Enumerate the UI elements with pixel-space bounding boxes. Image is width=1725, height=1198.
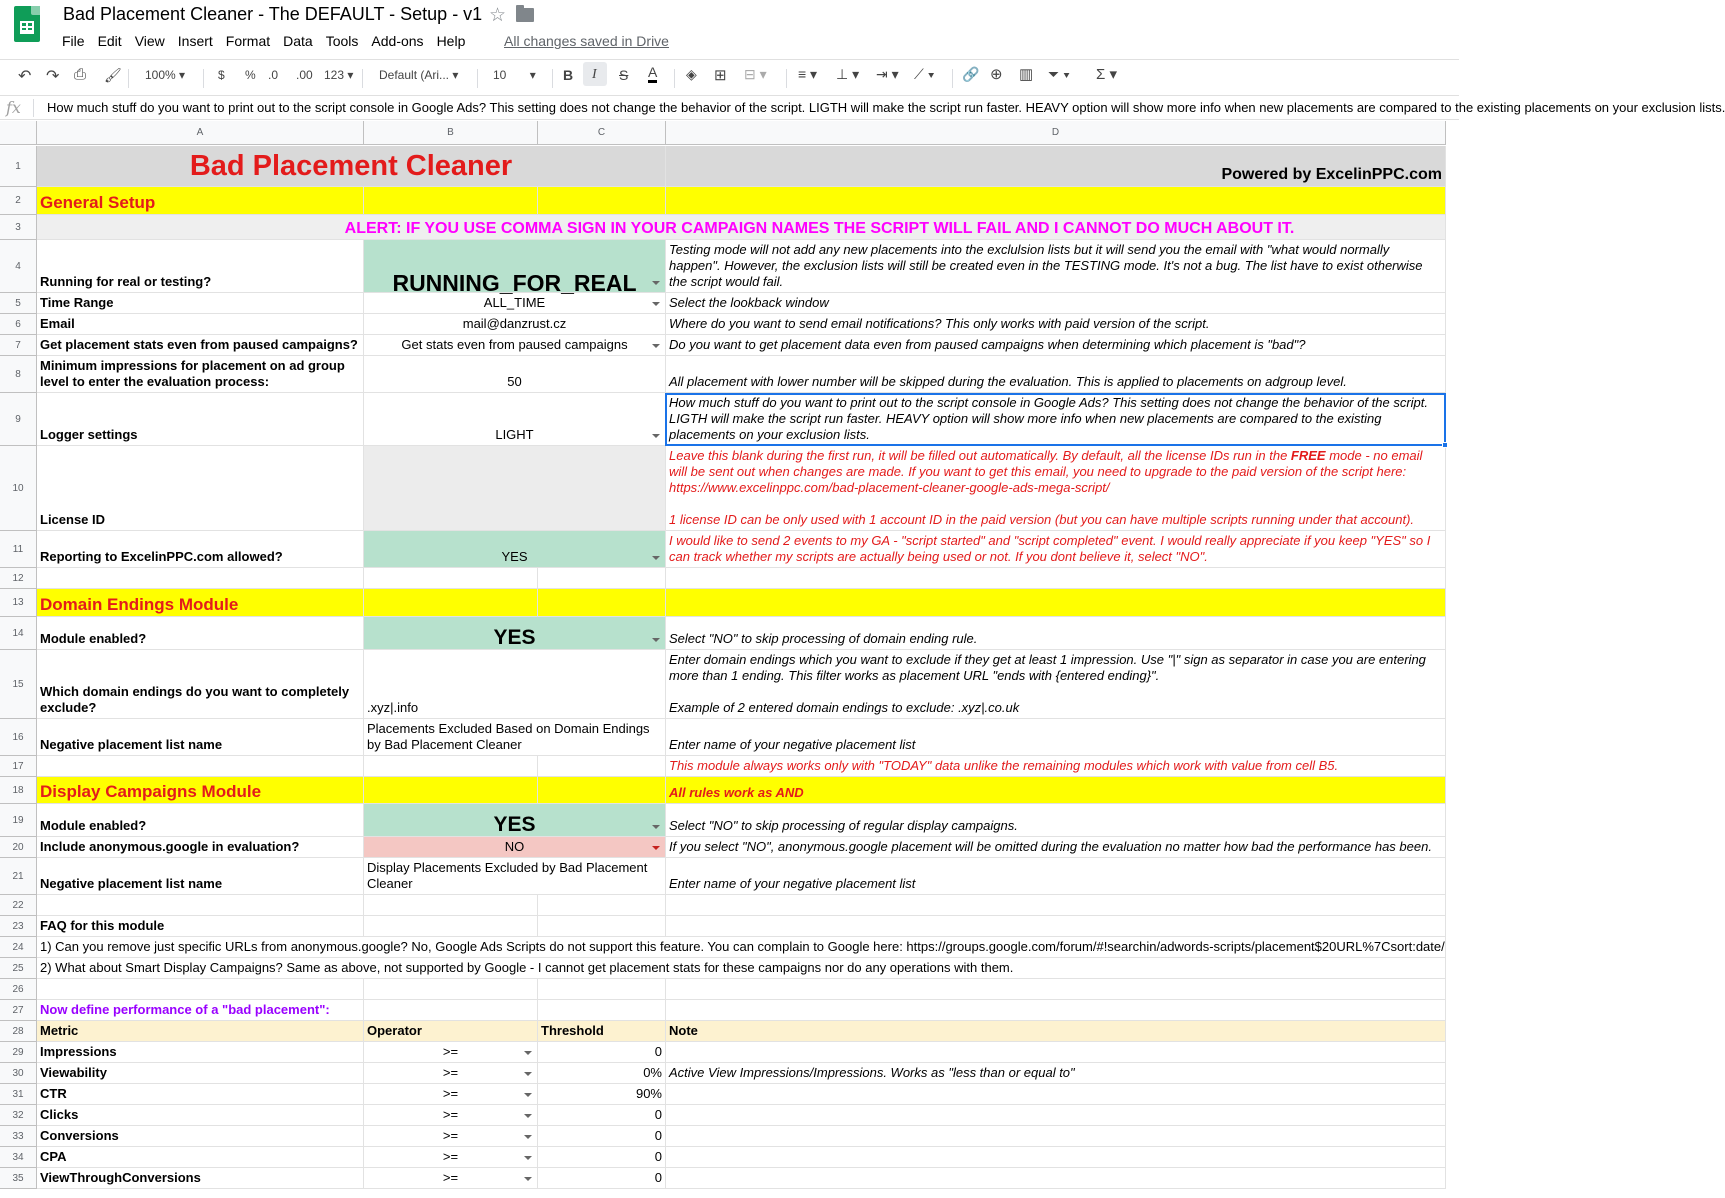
menu-file[interactable]: File xyxy=(62,33,85,49)
row-header[interactable]: 30 xyxy=(0,1063,37,1084)
row-header[interactable]: 17 xyxy=(0,756,37,777)
italic-button[interactable]: I xyxy=(592,67,597,82)
column-header-d[interactable]: D xyxy=(666,121,1446,145)
row-header[interactable]: 19 xyxy=(0,804,37,837)
redo-icon[interactable]: ↷ xyxy=(46,68,60,85)
font-size-select[interactable]: 10 ▾ xyxy=(493,68,536,82)
star-icon[interactable]: ☆ xyxy=(489,5,507,26)
metric-threshold[interactable]: 0 xyxy=(538,1147,666,1168)
metric-note[interactable] xyxy=(666,1084,1446,1105)
more-formats-select[interactable]: 123 ▾ xyxy=(324,68,354,82)
note-today-data[interactable]: This module always works only with "TODAY" data unlike the remaining modules which work with value from cell B5. xyxy=(666,756,1446,777)
menu-edit[interactable]: Edit xyxy=(97,33,122,49)
column-header-c[interactable]: C xyxy=(538,121,666,145)
filter-icon[interactable]: ⏷ ▾ xyxy=(1048,66,1070,82)
row-7 xyxy=(37,335,1446,356)
domain-endings-value[interactable]: .xyz|.info xyxy=(364,650,666,719)
cell-d27[interactable] xyxy=(666,1000,1446,1021)
label-display-module-enabled[interactable]: Module enabled? xyxy=(37,804,364,837)
zoom-select[interactable]: 100% ▾ xyxy=(145,68,186,82)
note-anonymous-google[interactable]: If you select "NO", anonymous.google placement will be omitted during the evaluation no matter how bad the performance has been. xyxy=(666,837,1446,858)
cell-c13[interactable] xyxy=(538,589,666,617)
label-min-impressions[interactable]: Minimum impressions for placement on ad group level to enter the evaluation process: xyxy=(37,356,364,393)
horizontal-align-icon[interactable]: ≡ ▾ xyxy=(798,66,818,82)
label-domain-neg-list[interactable]: Negative placement list name xyxy=(37,719,364,756)
cell-b18[interactable] xyxy=(364,777,538,804)
row-9 xyxy=(37,393,1446,446)
label-time-range[interactable]: Time Range xyxy=(37,293,364,314)
row-header[interactable]: 3 xyxy=(0,215,37,240)
time-range-dropdown[interactable]: ALL_TIME xyxy=(364,293,666,314)
row-header[interactable]: 15 xyxy=(0,650,37,719)
metric-row xyxy=(37,1042,1446,1063)
row-header[interactable]: 8 xyxy=(0,356,37,393)
row-header[interactable]: 16 xyxy=(0,719,37,756)
main-title-cell[interactable]: Bad Placement Cleaner xyxy=(37,146,666,187)
row-header[interactable]: 31 xyxy=(0,1084,37,1105)
row-11 xyxy=(37,531,1446,568)
metric-threshold[interactable]: 0 xyxy=(538,1105,666,1126)
powered-by-cell[interactable]: Powered by ExcelinPPC.com xyxy=(666,146,1446,187)
metric-row xyxy=(37,1126,1446,1147)
cell-c2[interactable] xyxy=(538,187,666,215)
metric-name[interactable]: Impressions xyxy=(37,1042,364,1063)
cell-b26[interactable] xyxy=(364,979,538,1000)
row-header[interactable]: 26 xyxy=(0,979,37,1000)
row-header[interactable]: 18 xyxy=(0,777,37,804)
spreadsheet-grid[interactable] xyxy=(0,121,1459,1198)
app-header xyxy=(0,0,1459,58)
cell-d2[interactable] xyxy=(666,187,1446,215)
license-id-input[interactable] xyxy=(364,446,666,531)
license-note-main: Leave this blank during the first run, it will be filled out automatically. By default, all the license IDs run in the FREE mode - no email will be sent out when changes are made. If you want to get this email, you need to upgrade to the paid version of the script here: https://www.excelinppc.com/bad-placement-cleaner-google-ads-mega-script/ xyxy=(669,448,1423,495)
row-header[interactable]: 32 xyxy=(0,1105,37,1126)
row-header[interactable]: 6 xyxy=(0,314,37,335)
header-operator[interactable]: Operator xyxy=(364,1021,538,1042)
metric-operator-dropdown[interactable]: >= xyxy=(364,1042,538,1063)
row-24 xyxy=(37,937,1446,958)
row-23 xyxy=(37,916,1446,937)
note-reporting[interactable]: I would like to send 2 events to my GA - "script started" and "script completed" event. I would really appreciate if you keep "YES" so I can track whether my scripts are actually being used or not. If you dont believe it, select "NO". xyxy=(666,531,1446,568)
fx-icon: fx xyxy=(6,98,21,117)
row-25 xyxy=(37,958,1446,979)
metric-note[interactable]: Active View Impressions/Impressions. Works as "less than or equal to" xyxy=(666,1063,1446,1084)
row-header[interactable]: 5 xyxy=(0,293,37,314)
metric-threshold[interactable]: 0 xyxy=(538,1168,666,1189)
row-3 xyxy=(37,215,1446,240)
row-13 xyxy=(37,589,1446,617)
row-5 xyxy=(37,293,1446,314)
formula-bar xyxy=(0,96,1725,120)
fill-color-icon[interactable]: ◈ xyxy=(686,66,697,82)
row-4 xyxy=(37,240,1446,296)
metric-name[interactable]: CTR xyxy=(37,1084,364,1105)
paint-format-icon[interactable]: 🖌 xyxy=(104,67,122,83)
row-21 xyxy=(37,858,1446,895)
row-2 xyxy=(37,187,1446,215)
metric-operator-dropdown[interactable]: >= xyxy=(364,1168,538,1189)
row-header[interactable]: 2 xyxy=(0,187,37,215)
strikethrough-button[interactable]: S xyxy=(619,67,629,83)
display-module-dropdown[interactable]: YES xyxy=(364,804,666,837)
row-6 xyxy=(37,314,1446,335)
row-12 xyxy=(37,568,1446,589)
section-domain-endings[interactable]: Domain Endings Module xyxy=(37,589,364,617)
note-license-id[interactable] xyxy=(666,446,1446,531)
text-wrap-icon[interactable]: ⇥ ▾ xyxy=(876,66,899,82)
metric-operator-dropdown[interactable]: >= xyxy=(364,1126,538,1147)
metric-threshold[interactable]: 0 xyxy=(538,1126,666,1147)
cell-a22[interactable] xyxy=(37,895,364,916)
logger-settings-dropdown[interactable]: LIGHT xyxy=(364,393,666,446)
metric-note[interactable] xyxy=(666,1168,1446,1189)
column-header-a[interactable]: A xyxy=(37,121,364,145)
note-display-neg-list[interactable]: Enter name of your negative placement list xyxy=(666,858,1446,895)
row-17 xyxy=(37,756,1446,777)
text-rotation-icon[interactable]: ⟋ ▾ xyxy=(914,66,935,82)
label-reporting[interactable]: Reporting to ExcelinPPC.com allowed? xyxy=(37,531,364,568)
cell-d23[interactable] xyxy=(666,916,1446,937)
row-header[interactable]: 20 xyxy=(0,837,37,858)
row-header[interactable]: 13 xyxy=(0,589,37,617)
faq-heading[interactable]: FAQ for this module xyxy=(37,916,364,937)
row-15 xyxy=(37,650,1446,719)
print-icon[interactable]: ⎙ xyxy=(74,66,87,83)
note-min-impressions[interactable]: All placement with lower number will be skipped during the evaluation. This is applied to placements on adgroup level. xyxy=(666,356,1446,393)
paused-campaigns-dropdown[interactable]: Get stats even from paused campaigns xyxy=(364,335,666,356)
metric-note[interactable] xyxy=(666,1126,1446,1147)
menu-bar xyxy=(62,33,478,49)
metric-note[interactable] xyxy=(666,1105,1446,1126)
metric-operator-dropdown[interactable]: >= xyxy=(364,1063,538,1084)
note-domain-module[interactable]: Select "NO" to skip processing of domain ending rule. xyxy=(666,617,1446,650)
label-running-mode[interactable]: Running for real or testing? xyxy=(37,240,364,293)
faq-item-2[interactable]: 2) What about Smart Display Campaigns? Same as above, not supported by Google - I cannot get placement stats for these campaigns nor do any operations with them. xyxy=(37,958,1446,979)
display-neg-list-value[interactable]: Display Placements Excluded by Bad Placement Cleaner xyxy=(364,858,666,895)
note-domain-neg-list[interactable]: Enter name of your negative placement list xyxy=(666,719,1446,756)
row-header[interactable]: 35 xyxy=(0,1168,37,1189)
metric-threshold[interactable]: 0% xyxy=(538,1063,666,1084)
metric-note[interactable] xyxy=(666,1042,1446,1063)
selection-fill-handle[interactable] xyxy=(1442,442,1448,448)
row-header[interactable]: 11 xyxy=(0,531,37,568)
menu-tools[interactable]: Tools xyxy=(325,33,359,49)
sheets-logo-icon[interactable] xyxy=(14,6,40,42)
row-14 xyxy=(37,617,1446,650)
decrease-decimal-button[interactable]: .0 xyxy=(268,68,279,82)
reporting-dropdown[interactable]: YES xyxy=(364,531,666,568)
cell-b13[interactable] xyxy=(364,589,538,617)
note-rules-and[interactable]: All rules work as AND xyxy=(666,777,1446,804)
label-domain-endings[interactable]: Which domain endings do you want to completely exclude? xyxy=(37,650,364,719)
cell-b23[interactable] xyxy=(364,916,538,937)
note-domain-endings[interactable] xyxy=(666,650,1446,719)
cell-a17[interactable] xyxy=(37,756,364,777)
row-8 xyxy=(37,356,1446,393)
section-general-setup[interactable]: General Setup xyxy=(37,187,364,215)
cell-c12[interactable] xyxy=(538,568,666,589)
row-header[interactable]: 28 xyxy=(0,1021,37,1042)
menu-insert[interactable]: Insert xyxy=(177,33,213,49)
email-value[interactable]: mail@danzrust.cz xyxy=(364,314,666,335)
row-header[interactable]: 9 xyxy=(0,393,37,446)
vertical-align-icon[interactable]: ⊥ ▾ xyxy=(836,66,860,82)
insert-chart-icon[interactable]: ▥ xyxy=(1019,66,1034,83)
text-color-button[interactable]: A xyxy=(648,65,657,83)
anonymous-google-dropdown[interactable]: NO xyxy=(364,837,666,858)
metric-name[interactable]: CPA xyxy=(37,1147,364,1168)
toolbar xyxy=(0,59,1459,96)
metric-row xyxy=(37,1147,1446,1168)
undo-icon[interactable]: ↶ xyxy=(18,68,32,85)
row-16 xyxy=(37,719,1446,756)
cell-b2[interactable] xyxy=(364,187,538,215)
row-header[interactable]: 27 xyxy=(0,1000,37,1021)
cell-b17[interactable] xyxy=(364,756,538,777)
row-1 xyxy=(37,146,1446,187)
bold-button[interactable]: B xyxy=(563,67,574,83)
row-header[interactable]: 25 xyxy=(0,958,37,979)
row-18 xyxy=(37,777,1446,804)
label-domain-module-enabled[interactable]: Module enabled? xyxy=(37,617,364,650)
formula-input[interactable]: How much stuff do you want to print out to the script console in Google Ads? This setting does not change the behavior of the script. LIGTH will make the script run faster. HEAVY option will show more info when new placements are compared to the existing placements on your exclusion lists. xyxy=(47,100,1725,115)
functions-icon[interactable]: Σ ▾ xyxy=(1096,66,1117,83)
row-header[interactable]: 24 xyxy=(0,937,37,958)
insert-link-icon[interactable]: 🔗 xyxy=(962,66,980,82)
cell-b12[interactable] xyxy=(364,568,538,589)
cell-c22[interactable] xyxy=(538,895,666,916)
row-header[interactable]: 14 xyxy=(0,617,37,650)
menu-help[interactable]: Help xyxy=(436,33,466,49)
domain-note-main: Enter domain endings which you want to exclude if they get at least 1 impression. Use "|" sign as separator in case you are entering more than 1 ending. This filter works as placement URL "ends with {entered ending}". xyxy=(669,652,1426,683)
borders-icon[interactable]: ⊞ xyxy=(714,67,727,84)
row-header[interactable]: 1 xyxy=(0,146,37,187)
metric-row xyxy=(37,1063,1446,1084)
cell-d22[interactable] xyxy=(666,895,1446,916)
note-display-module[interactable]: Select "NO" to skip processing of regular display campaigns. xyxy=(666,804,1446,837)
metric-row xyxy=(37,1084,1446,1105)
insert-comment-icon[interactable]: ⊕ xyxy=(990,66,1003,83)
row-header[interactable]: 22 xyxy=(0,895,37,916)
row-header[interactable]: 7 xyxy=(0,335,37,356)
metric-operator-dropdown[interactable]: >= xyxy=(364,1105,538,1126)
folder-icon[interactable] xyxy=(516,8,534,22)
row-header[interactable]: 34 xyxy=(0,1147,37,1168)
min-impressions-value[interactable]: 50 xyxy=(364,356,666,393)
font-select[interactable]: Default (Ari... ▾ xyxy=(379,68,459,82)
license-note-limit: 1 license ID can be only used with 1 account ID in the paid version (but you can have multiple scripts running under that account). xyxy=(669,512,1415,527)
domain-module-dropdown[interactable]: YES xyxy=(364,617,666,650)
cell-b22[interactable] xyxy=(364,895,538,916)
document-title[interactable]: Bad Placement Cleaner - The DEFAULT - Setup - v1 xyxy=(63,4,483,24)
cell-d12[interactable] xyxy=(666,568,1446,589)
row-20 xyxy=(37,837,1446,858)
cell-c26[interactable] xyxy=(538,979,666,1000)
row-26 xyxy=(37,979,1446,1000)
menu-data[interactable]: Data xyxy=(283,33,313,49)
metric-threshold[interactable]: 90% xyxy=(538,1084,666,1105)
cell-d13[interactable] xyxy=(666,589,1446,617)
row-header[interactable]: 10 xyxy=(0,446,37,531)
note-email[interactable]: Where do you want to send email notifications? This only works with paid version of the script. xyxy=(666,314,1446,335)
metric-name[interactable]: Clicks xyxy=(37,1105,364,1126)
metric-operator-dropdown[interactable]: >= xyxy=(364,1147,538,1168)
percent-button[interactable]: % xyxy=(245,68,256,82)
row-10 xyxy=(37,446,1446,531)
metric-name[interactable]: ViewThroughConversions xyxy=(37,1168,364,1189)
row-header[interactable]: 33 xyxy=(0,1126,37,1147)
note-paused-campaigns[interactable]: Do you want to get placement data even from paused campaigns when determining which placement is "bad"? xyxy=(666,335,1446,356)
cell-c23[interactable] xyxy=(538,916,666,937)
header-metric[interactable]: Metric xyxy=(37,1021,364,1042)
metric-operator-dropdown[interactable]: >= xyxy=(364,1084,538,1105)
section-display-campaigns[interactable]: Display Campaigns Module xyxy=(37,777,364,804)
metric-row xyxy=(37,1105,1446,1126)
label-email[interactable]: Email xyxy=(37,314,364,335)
label-display-neg-list[interactable]: Negative placement list name xyxy=(37,858,364,895)
row-header[interactable]: 4 xyxy=(0,240,37,293)
cell-c27[interactable] xyxy=(538,1000,666,1021)
header-threshold[interactable]: Threshold xyxy=(538,1021,666,1042)
label-logger-settings[interactable]: Logger settings xyxy=(37,393,364,446)
column-header-b[interactable]: B xyxy=(364,121,538,145)
label-anonymous-google[interactable]: Include anonymous.google in evaluation? xyxy=(37,837,364,858)
currency-button[interactable]: $ xyxy=(218,68,225,82)
metric-threshold[interactable]: 0 xyxy=(538,1042,666,1063)
alert-cell[interactable]: ALERT: IF YOU USE COMMA SIGN IN YOUR CAMPAIGN NAMES THE SCRIPT WILL FAIL AND I CANNOT DO MUCH ABOUT IT. xyxy=(37,215,1446,240)
menu-view[interactable]: View xyxy=(134,33,165,49)
note-running-mode[interactable]: Testing mode will not add any new placements into the exclulsion lists but it will send you the email with "what would normally happen". However, the exclusion lists will still be created even in the TESTING mode. It's not a bug. The list have to exist otherwise the script would fail. xyxy=(666,240,1446,293)
cell-a26[interactable] xyxy=(37,979,364,1000)
cell-d26[interactable] xyxy=(666,979,1446,1000)
row-header[interactable]: 21 xyxy=(0,858,37,895)
running-mode-dropdown[interactable]: RUNNING_FOR_REAL xyxy=(364,240,666,293)
bad-placement-heading[interactable]: Now define performance of a "bad placement": xyxy=(37,1000,364,1021)
cell-c18[interactable] xyxy=(538,777,666,804)
increase-decimal-button[interactable]: .00 xyxy=(296,68,313,82)
row-19 xyxy=(37,804,1446,837)
row-header[interactable]: 12 xyxy=(0,568,37,589)
select-all-corner[interactable] xyxy=(0,121,37,145)
cell-b27[interactable] xyxy=(364,1000,538,1021)
row-27 xyxy=(37,1000,1446,1021)
row-28 xyxy=(37,1021,1446,1042)
saved-status-link[interactable]: All changes saved in Drive xyxy=(504,33,669,49)
domain-neg-list-value[interactable]: Placements Excluded Based on Domain Endings by Bad Placement Cleaner xyxy=(364,719,666,756)
row-22 xyxy=(37,895,1446,916)
faq-item-1[interactable]: 1) Can you remove just specific URLs from anonymous.google? No, Google Ads Scripts do not support this feature. You can complain to Google here: https://groups.google.com/forum/#!searchin/adwords-scripts/placement$20URL%7Csort:date/ xyxy=(37,937,1446,958)
domain-note-example: Example of 2 entered domain endings to exclude: .xyz|.co.uk xyxy=(669,700,1020,715)
row-header[interactable]: 23 xyxy=(0,916,37,937)
metric-name[interactable]: Viewability xyxy=(37,1063,364,1084)
label-license-id[interactable]: License ID xyxy=(37,446,364,531)
menu-format[interactable]: Format xyxy=(225,33,271,49)
metric-name[interactable]: Conversions xyxy=(37,1126,364,1147)
note-logger-settings[interactable]: How much stuff do you want to print out to the script console in Google Ads? This setting does not change the behavior of the script. LIGTH will make the script run faster. HEAVY option will show more info when new placements are compared to the existing placements on your exclusion lists. xyxy=(666,393,1446,446)
metric-row xyxy=(37,1168,1446,1189)
label-paused-campaigns[interactable]: Get placement stats even from paused campaigns? xyxy=(37,335,364,356)
cell-c17[interactable] xyxy=(538,756,666,777)
merge-cells-icon[interactable]: ⊟ ▾ xyxy=(744,66,767,82)
menu-addons[interactable]: Add-ons xyxy=(371,33,424,49)
note-time-range[interactable]: Select the lookback window xyxy=(666,293,1446,314)
row-header[interactable]: 29 xyxy=(0,1042,37,1063)
header-note[interactable]: Note xyxy=(666,1021,1446,1042)
cell-a12[interactable] xyxy=(37,568,364,589)
metric-note[interactable] xyxy=(666,1147,1446,1168)
